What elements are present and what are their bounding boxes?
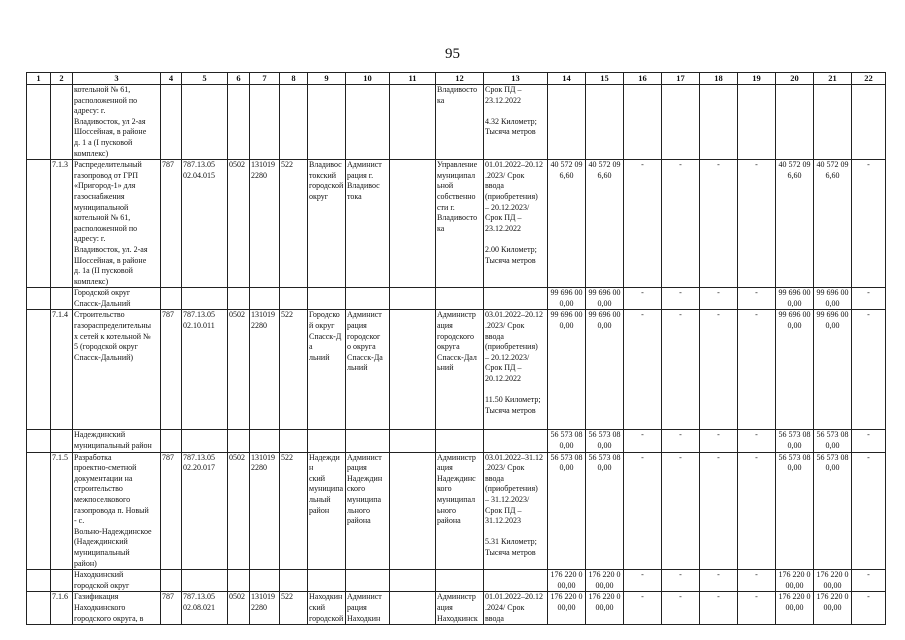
table-cell: - (700, 430, 738, 452)
column-header: 1 (27, 73, 51, 85)
table-cell: - (738, 430, 776, 452)
table-cell: - (700, 592, 738, 625)
table-cell: 787 (161, 452, 182, 570)
table-cell: Админист рация Находкин (346, 592, 390, 625)
table-cell: Владивос токский городской округ (308, 160, 346, 288)
table-cell: Администр ация Надеждинс кого муниципал ьного района (436, 452, 484, 570)
table-cell (484, 288, 548, 310)
table-cell: 787 (161, 160, 182, 288)
table-cell: 99 696 00 0,00 (776, 310, 814, 430)
table-cell (51, 85, 73, 160)
budget-table (26, 72, 886, 625)
table-cell: 03.01.2022–20.12 .2023/ Срок ввода (приобретения) – 20.12.2023/ Срок ПД – 20.12.2022 11.50 Километр; Тысяча метров (484, 310, 548, 430)
column-header: 6 (228, 73, 250, 85)
table-cell: 99 696 00 0,00 (548, 310, 586, 430)
table-cell: 99 696 00 0,00 (586, 288, 624, 310)
table-cell: - (662, 452, 700, 570)
table-cell: 176 220 0 00,00 (776, 592, 814, 625)
table-cell: - (738, 310, 776, 430)
table-cell (346, 430, 390, 452)
table-cell: Управление муниципал ьной собственно сти г. Владивосто ка (436, 160, 484, 288)
table-cell: - (852, 592, 886, 625)
table-cell: Городско й округ Спасск-Да льний (308, 310, 346, 430)
table-cell: Строительство газораспределительны х сетей к котельной № 5 (городской округ Спасск-Дальний) (73, 310, 161, 430)
table-cell (390, 160, 436, 288)
table-cell: - (624, 592, 662, 625)
table-cell (161, 85, 182, 160)
table-cell: - (738, 160, 776, 288)
table-cell (250, 430, 280, 452)
column-header: 13 (484, 73, 548, 85)
table-cell (390, 570, 436, 592)
table-cell: Надеждинский муниципальный район (73, 430, 161, 452)
table-cell (228, 288, 250, 310)
table-cell: 787 (161, 310, 182, 430)
table-cell: 99 696 00 0,00 (586, 310, 624, 430)
table-cell: 99 696 00 0,00 (814, 288, 852, 310)
table-cell (27, 85, 51, 160)
table-cell: - (852, 310, 886, 430)
table-cell: 131019 2280 (250, 310, 280, 430)
table-cell: 176 220 0 00,00 (776, 570, 814, 592)
table-cell: 56 573 08 0,00 (548, 452, 586, 570)
table-row (27, 160, 886, 288)
column-header: 2 (51, 73, 73, 85)
column-header: 22 (852, 73, 886, 85)
table-cell: Надеждин ский муниципа льный район (308, 452, 346, 570)
table-cell: 522 (280, 310, 308, 430)
table-cell (27, 160, 51, 288)
table-cell (624, 85, 662, 160)
column-header: 7 (250, 73, 280, 85)
table-cell (346, 570, 390, 592)
table-cell: - (738, 570, 776, 592)
table-cell (51, 288, 73, 310)
table-cell (814, 85, 852, 160)
table-cell (436, 288, 484, 310)
table-row (27, 85, 886, 160)
table-cell (308, 85, 346, 160)
column-header: 3 (73, 73, 161, 85)
table-cell: - (662, 288, 700, 310)
table-cell: 176 220 0 00,00 (548, 570, 586, 592)
table-cell: Админист рация Надеждин ского муниципа льного района (346, 452, 390, 570)
table-cell: Находкинский городской округ (73, 570, 161, 592)
table-cell: 56 573 08 0,00 (814, 452, 852, 570)
table-cell: Газификация Находкинского городского округа, в (73, 592, 161, 625)
page-number: 95 (445, 46, 460, 62)
table-cell: Админист рация г. Владивос тока (346, 160, 390, 288)
table-cell (27, 430, 51, 452)
column-header: 5 (182, 73, 228, 85)
table-cell (436, 570, 484, 592)
table-cell: Владивосто ка (436, 85, 484, 160)
table-cell: - (738, 288, 776, 310)
table-cell (586, 85, 624, 160)
column-header: 19 (738, 73, 776, 85)
table-cell (390, 430, 436, 452)
table-cell (484, 430, 548, 452)
table-cell: 176 220 0 00,00 (548, 592, 586, 625)
table-cell (548, 85, 586, 160)
table-cell: 99 696 00 0,00 (776, 288, 814, 310)
table-cell (738, 85, 776, 160)
table-cell (182, 288, 228, 310)
column-header: 20 (776, 73, 814, 85)
table-cell: 787.13.05 02.20.017 (182, 452, 228, 570)
table-cell: 131019 2280 (250, 452, 280, 570)
table-cell: - (624, 570, 662, 592)
table-cell (51, 430, 73, 452)
table-cell (662, 85, 700, 160)
column-header: 18 (700, 73, 738, 85)
table-cell: Городской округ Спасск-Дальний (73, 288, 161, 310)
table-cell: - (624, 310, 662, 430)
table-cell (308, 430, 346, 452)
table-cell: - (662, 570, 700, 592)
table-cell: 0502 (228, 592, 250, 625)
table-cell: 01.01.2022–20.12 .2023/ Срок ввода (приобретения) – 20.12.2023/ Срок ПД – 23.12.2022 2.00 Километр; Тысяча метров (484, 160, 548, 288)
table-cell (280, 570, 308, 592)
table-cell: 01.01.2022–20.12 .2024/ Срок ввода (484, 592, 548, 625)
table-cell: Распределительный газопровод от ГРП «Пригород-1» для газоснабжения муниципальной котельной № 61, расположенной по адресу: г. Владивосток, ул. 2-ая Шоссейная, в районе д. 1а (II пусковой комплекс) (73, 160, 161, 288)
table-cell: 176 220 0 00,00 (586, 592, 624, 625)
table-cell: 40 572 09 6,60 (814, 160, 852, 288)
table-cell (390, 288, 436, 310)
table-cell: - (662, 430, 700, 452)
table-row (27, 592, 886, 625)
table-cell: 0502 (228, 160, 250, 288)
table-cell (228, 430, 250, 452)
table-cell: - (624, 288, 662, 310)
table-cell (161, 288, 182, 310)
table-cell (27, 592, 51, 625)
table-cell: 7.1.3 (51, 160, 73, 288)
table-cell: 522 (280, 160, 308, 288)
table-cell: 7.1.6 (51, 592, 73, 625)
table-row (27, 452, 886, 570)
column-header: 8 (280, 73, 308, 85)
table-cell: 787.13.05 02.04.015 (182, 160, 228, 288)
table-cell (308, 570, 346, 592)
table-cell: - (662, 310, 700, 430)
column-header: 9 (308, 73, 346, 85)
table-cell: 0502 (228, 310, 250, 430)
table-cell: 522 (280, 452, 308, 570)
table-cell: Разработка проектно-сметной документации на строительство межпоселкового газопровода п. Новый - с. Вольно-Надеждинское (Надеждинский муниципальный район) (73, 452, 161, 570)
table-cell: - (662, 592, 700, 625)
table-cell: 131019 2280 (250, 160, 280, 288)
table-cell (280, 288, 308, 310)
table-cell: - (700, 310, 738, 430)
table-cell: котельной № 61, расположенной по адресу: г. Владивосток, ул 2-ая Шоссейная, в районе д. 1 а (I пусковой комплекс) (73, 85, 161, 160)
column-header: 17 (662, 73, 700, 85)
table-cell: - (700, 452, 738, 570)
table-cell: - (852, 288, 886, 310)
table-cell (250, 288, 280, 310)
table-cell: 03.01.2022–31.12 .2023/ Срок ввода (приобретения) – 31.12.2023/ Срок ПД – 31.12.2023 5.31 Километр; Тысяча метров (484, 452, 548, 570)
table-row (27, 430, 886, 452)
table-cell: Администр ация городского округа Спасск-Дал ьний (436, 310, 484, 430)
table-cell: 0502 (228, 452, 250, 570)
table-cell: Находкин ский городской (308, 592, 346, 625)
column-header: 10 (346, 73, 390, 85)
table-cell: 56 573 08 0,00 (776, 430, 814, 452)
table-cell (390, 452, 436, 570)
table-cell: 56 573 08 0,00 (548, 430, 586, 452)
table-cell (27, 452, 51, 570)
table-cell (700, 85, 738, 160)
table-cell (228, 570, 250, 592)
column-header: 14 (548, 73, 586, 85)
table-cell: 40 572 09 6,60 (586, 160, 624, 288)
table-cell: 787 (161, 592, 182, 625)
table-cell: - (624, 160, 662, 288)
table-cell: 522 (280, 592, 308, 625)
table-cell: Администр ация Находкинск (436, 592, 484, 625)
table-cell (308, 288, 346, 310)
table-cell: 40 572 09 6,60 (548, 160, 586, 288)
table-cell: - (852, 570, 886, 592)
table-cell: 56 573 08 0,00 (586, 452, 624, 570)
table-cell: 99 696 00 0,00 (814, 310, 852, 430)
table-cell: 176 220 0 00,00 (814, 570, 852, 592)
column-header: 21 (814, 73, 852, 85)
table-cell (390, 85, 436, 160)
table-cell: Админист рация городског о округа Спасск-Да льний (346, 310, 390, 430)
column-header: 16 (624, 73, 662, 85)
table-cell: - (738, 452, 776, 570)
table-cell (161, 430, 182, 452)
table-cell (182, 570, 228, 592)
table-row (27, 570, 886, 592)
table-cell (484, 570, 548, 592)
table-row (27, 288, 886, 310)
table-cell (27, 310, 51, 430)
table-cell (390, 592, 436, 625)
table-cell: 7.1.4 (51, 310, 73, 430)
table-cell: 56 573 08 0,00 (586, 430, 624, 452)
table-cell: 787.13.05 02.08.021 (182, 592, 228, 625)
table-cell (27, 570, 51, 592)
table-cell: 131019 2280 (250, 592, 280, 625)
table-cell (182, 85, 228, 160)
table-cell: 176 220 0 00,00 (814, 592, 852, 625)
table-cell: - (852, 430, 886, 452)
table-cell: - (662, 160, 700, 288)
table-cell: Срок ПД – 23.12.2022 4.32 Километр; Тысяча метров (484, 85, 548, 160)
table-cell (228, 85, 250, 160)
table-cell (27, 288, 51, 310)
table-cell (51, 570, 73, 592)
table-cell (250, 85, 280, 160)
table-cell (161, 570, 182, 592)
table-cell (852, 85, 886, 160)
table-cell (390, 310, 436, 430)
table-cell (346, 85, 390, 160)
table-cell: - (700, 570, 738, 592)
table-cell (776, 85, 814, 160)
table-cell: 176 220 0 00,00 (586, 570, 624, 592)
column-header: 15 (586, 73, 624, 85)
table-cell: - (700, 160, 738, 288)
table-cell (182, 430, 228, 452)
table-cell: - (852, 452, 886, 570)
table-cell: - (624, 452, 662, 570)
table-cell: - (852, 160, 886, 288)
table-cell (346, 288, 390, 310)
column-header: 12 (436, 73, 484, 85)
table-cell (436, 430, 484, 452)
table-cell: - (624, 430, 662, 452)
table-cell (280, 85, 308, 160)
table-cell: 40 572 09 6,60 (776, 160, 814, 288)
table-cell: 56 573 08 0,00 (814, 430, 852, 452)
table-row (27, 310, 886, 430)
table-cell: 787.13.05 02.10.011 (182, 310, 228, 430)
header-row (27, 73, 886, 85)
table-cell: 7.1.5 (51, 452, 73, 570)
table-cell (280, 430, 308, 452)
table-cell: 56 573 08 0,00 (776, 452, 814, 570)
table-cell (250, 570, 280, 592)
table-cell: 99 696 00 0,00 (548, 288, 586, 310)
table-cell: - (700, 288, 738, 310)
column-header: 4 (161, 73, 182, 85)
table-cell: - (738, 592, 776, 625)
column-header: 11 (390, 73, 436, 85)
